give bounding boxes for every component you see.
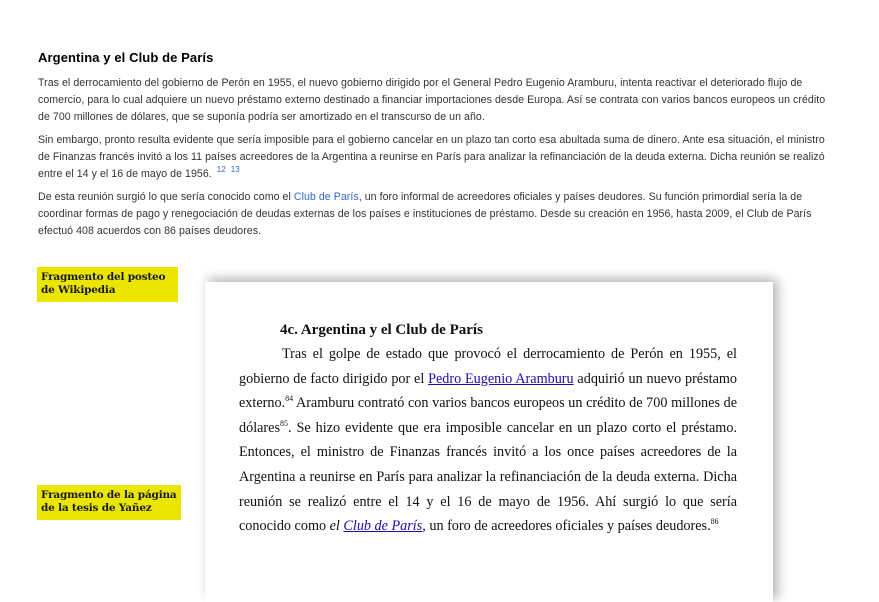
wikipedia-label-line-2: de Wikipedia <box>41 284 116 296</box>
thesis-heading: 4c. Argentina y el Club de París <box>280 322 483 338</box>
thesis-excerpt <box>239 320 737 539</box>
club-de-paris-link[interactable]: Club de París <box>293 191 359 203</box>
thesis-text-4: . Se hizo evidente que era imposible cancelar en un plazo corto el préstamo. Entonces, el ministro de Finanzas francés invitó a los once países acreedores de la Argentina a reunirse en París para analizar la refinanciación de la deuda externa. Dicha reunión se realizó entre el 14 y el 16 de mayo de 1956. Ahí surgió lo que sería conocido como <box>239 419 737 535</box>
thesis-text-5: , un foro de acreedores oficiales y países deudores. <box>422 518 711 535</box>
footnote-85: 85 <box>279 418 288 428</box>
wikipedia-paragraph-3-text-start: De esta reunión surgió lo que sería conocido como el <box>38 191 294 203</box>
reference-13-link[interactable]: 13 <box>230 165 240 174</box>
wikipedia-paragraph-2 <box>38 132 838 183</box>
wikipedia-heading: Argentina y el Club de París <box>38 50 214 65</box>
wikipedia-excerpt <box>38 50 838 246</box>
wikipedia-paragraph-3 <box>38 189 838 240</box>
wikipedia-fragment-label <box>37 267 178 302</box>
wikipedia-label-line-1: Fragmento del posteo <box>41 271 166 283</box>
thesis-paragraph <box>239 342 737 539</box>
thesis-fragment-label <box>37 485 181 520</box>
thesis-label-line-2: de la tesis de Yañez <box>41 502 152 514</box>
thesis-italic-el: el <box>329 518 340 535</box>
thesis-text-2: adquirió un nuevo préstamo externo. <box>239 370 737 412</box>
thesis-text-3: Aramburu contrató con varios bancos europeos un crédito de 700 millones de dólares <box>239 395 737 436</box>
pedro-eugenio-aramburu-link[interactable]: Pedro Eugenio Aramburu <box>428 370 574 387</box>
thesis-label-line-1: Fragmento de la página <box>41 489 177 501</box>
wikipedia-paragraph-3-text-end: , un foro informal de acreedores oficiales y países deudores. Su función primordial sería la de coordinar formas de pago y renegociación de deudas externas de los países e instituciones de préstamo. Desde su creación en 1956, hasta 2009, el Club de París efectuó 408 acuerdos con 86 países deudores. <box>38 191 812 237</box>
footnote-86: 86 <box>710 517 719 527</box>
footnote-84: 84 <box>285 394 294 404</box>
wikipedia-paragraph-1: Tras el derrocamiento del gobierno de Perón en 1955, el nuevo gobierno dirigido por el General Pedro Eugenio Aramburu, intenta reactivar el deteriorado flujo de comercio, para lo cual adquiere un nuevo préstamo externo destinado a financiar importaciones desde Europa. Así se contrata con varios bancos europeos un crédito de 700 millones de dólares, que se suponía podría ser amortizado en el transcurso de un año. <box>38 77 826 123</box>
reference-12-link[interactable]: 12 <box>216 165 226 174</box>
thesis-text-1: Tras el golpe de estado que provocó el derrocamiento de Perón en 1955, el gobierno de facto dirigido por el <box>239 346 737 387</box>
wikipedia-paragraph-2-text: Sin embargo, pronto resulta evidente que sería imposible para el gobierno cancelar en un plazo tan corto esa abultada suma de dinero. Ante esa situación, el ministro de Finanzas francés invitó a los 11 países acreedores de la Argentina a reunirse en París para analizar la refinanciación de la deuda externa. Dicha reunión se realizó entre el 14 y el 16 de mayo de 1956. <box>38 134 825 180</box>
club-de-paris-thesis-link[interactable]: Club de París <box>343 518 423 535</box>
